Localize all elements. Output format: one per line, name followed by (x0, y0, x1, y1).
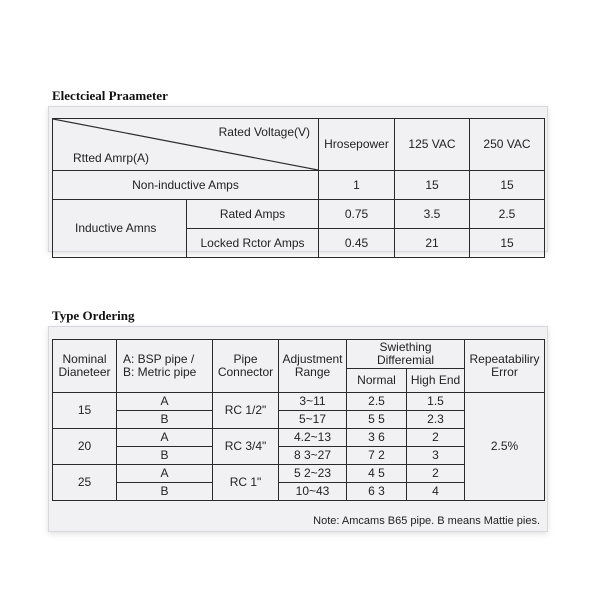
pipe-type-cell: B (117, 411, 213, 429)
v125-header: 125 VAC (395, 119, 470, 171)
high-end-cell: 4 (407, 483, 465, 501)
rated-voltage-label: Rated Voltage(V) (218, 125, 310, 139)
diameter-cell: 20 (53, 429, 117, 465)
inductive-amps-label: Inductive Amns (53, 200, 187, 258)
connector-cell: RC 1" (213, 465, 279, 501)
table-row (53, 119, 545, 171)
diameter-cell: 25 (53, 465, 117, 501)
horsepower-header: Hrosepower (319, 119, 395, 171)
high-end-cell: 2 (407, 465, 465, 483)
repeatability-value: 2.5% (465, 393, 545, 501)
normal-cell: 7 2 (347, 447, 407, 465)
pipe-type-cell: B (117, 447, 213, 465)
table-row (53, 340, 545, 369)
repeatability-header: Repeatabiliry Error (465, 340, 545, 393)
locked-rotor-125: 21 (395, 229, 470, 258)
connector-cell: RC 3/4" (213, 429, 279, 465)
non-inductive-hp: 1 (319, 171, 395, 200)
pipe-type-cell: A (117, 393, 213, 411)
locked-rotor-250: 15 (470, 229, 545, 258)
pipe-type-cell: B (117, 483, 213, 501)
table-row (53, 171, 545, 200)
high-end-cell: 3 (407, 447, 465, 465)
rated-amps-label: Rated Amps (187, 200, 319, 229)
rated-amp-label: Rtted Amrp(A) (73, 151, 150, 165)
type-ordering-table (52, 339, 545, 501)
table-row (53, 393, 545, 411)
pipe-type-header: A: BSP pipe / B: Metric pipe (117, 340, 213, 393)
normal-cell: 5 5 (347, 411, 407, 429)
high-end-cell: 2.3 (407, 411, 465, 429)
type-ordering-title: Type Ordering (52, 308, 135, 323)
pipe-type-cell: A (117, 465, 213, 483)
high-end-header: High End (407, 369, 465, 393)
nominal-diameter-header: Nominal Dianeteer (53, 340, 117, 393)
normal-cell: 6 3 (347, 483, 407, 501)
locked-rotor-label: Locked Rctor Amps (187, 229, 319, 258)
non-inductive-250: 15 (470, 171, 545, 200)
high-end-cell: 1.5 (407, 393, 465, 411)
range-cell: 4.2~13 (279, 429, 347, 447)
switching-differential-header: Swiething Differemial (347, 340, 465, 369)
pipe-connector-header: Pipe Connector (213, 340, 279, 393)
range-cell: 5 2~23 (279, 465, 347, 483)
non-inductive-125: 15 (395, 171, 470, 200)
rated-amps-hp: 0.75 (319, 200, 395, 229)
ordering-note: Note: Amcams B65 pipe. B means Mattie pies. (313, 515, 540, 527)
pipe-type-cell: A (117, 429, 213, 447)
connector-cell: RC 1/2" (213, 393, 279, 429)
high-end-cell: 2 (407, 429, 465, 447)
range-cell: 10~43 (279, 483, 347, 501)
electrical-parameter-title: Electcieal Praameter (52, 88, 168, 103)
rated-amps-125: 3.5 (395, 200, 470, 229)
v250-header: 250 VAC (470, 119, 545, 171)
non-inductive-label: Non-inductive Amps (53, 171, 319, 200)
range-cell: 8 3~27 (279, 447, 347, 465)
adjustment-range-header: Adjustment Range (279, 340, 347, 393)
range-cell: 5~17 (279, 411, 347, 429)
range-cell: 3~11 (279, 393, 347, 411)
locked-rotor-hp: 0.45 (319, 229, 395, 258)
rated-amps-250: 2.5 (470, 200, 545, 229)
normal-cell: 4 5 (347, 465, 407, 483)
electrical-parameter-table (52, 118, 545, 258)
diameter-cell: 15 (53, 393, 117, 429)
table-row (53, 200, 545, 229)
normal-cell: 3 6 (347, 429, 407, 447)
diagonal-header-cell (53, 119, 319, 171)
normal-cell: 2.5 (347, 393, 407, 411)
normal-header: Normal (347, 369, 407, 393)
